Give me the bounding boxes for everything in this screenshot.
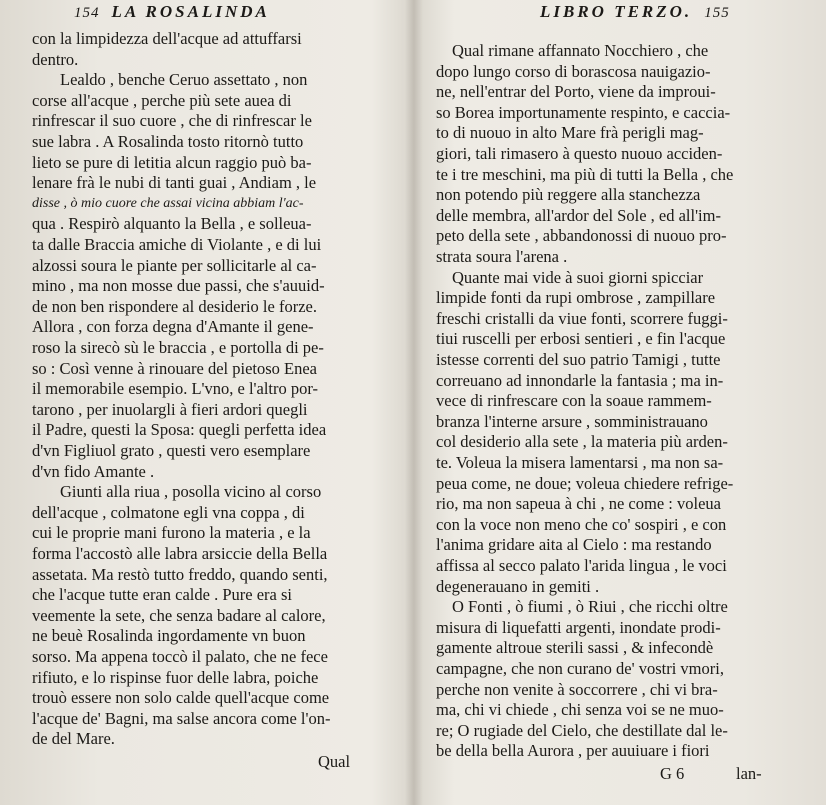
text-line: il memorabile esempio. L'vno, e l'altro por- (32, 379, 319, 399)
text-line: l'acque de' Bagni, ma salse ancora come l'on- (32, 708, 331, 728)
text-line: affissa al secco palato l'arida lingua , le voci (436, 556, 727, 575)
text-line: mino , ma non mosse due passi, che s'auuid- (32, 276, 325, 296)
right-catchword: lan- (736, 764, 762, 783)
text-line: peua come, ne doue; voleua chiedere refrige- (436, 473, 734, 493)
text-line: campagne, che non curano de' vostri vmori, (436, 659, 724, 678)
text-line: ta dalle Braccia amiche di Violante , e di lui (32, 235, 322, 254)
text-line: be della bella Aurora , per auuiuare i fiori (436, 741, 710, 761)
text-line: sue labra . A Rosalinda tosto ritornò tutto (32, 132, 304, 151)
text-line: O Fonti , ò fiumi , ò Riui , che ricchi oltre (452, 597, 728, 617)
text-line: il Padre, questi la Sposa: quegli perfetta idea (32, 420, 327, 440)
left-catchword: Qual (318, 752, 351, 771)
left-page-number: 154 (74, 5, 100, 21)
text-line: alzossi soura le piante per sollicitarle al ca- (32, 255, 317, 275)
text-line: correuano ad innondarle la fantasia ; ma in- (436, 370, 724, 390)
text-line: Allora , con forza degna d'Amante il gene- (32, 317, 314, 337)
text-line: re; O rugiade del Cielo, che destillate dal le- (436, 720, 728, 740)
text-line: Lealdo , benche Ceruo assettato , non (60, 70, 308, 90)
text-line: so Borea importunamente respinto, e caccia- (436, 102, 731, 122)
text-line: ne beuè Rosalinda ingordamente vn buon (32, 626, 306, 646)
text-line: sorso. Ma appena toccò il palato, che ne fece (32, 647, 328, 666)
text-line: peto della sete , abbandonossi di nuouo pro- (436, 226, 727, 246)
right-page-number: 155 (704, 5, 730, 21)
text-line: de non ben rispondere al desiderio le forze. (32, 296, 317, 316)
text-line: te. Voleua la misera lamentarsi , ma non sa- (436, 453, 724, 472)
text-line: istesse correnti del suo patrio Tamigi , tutte (436, 350, 721, 369)
right-running-title: LIBRO TERZO. (540, 2, 693, 21)
text-line: dell'acque , colmatone egli vna coppa , di (32, 502, 305, 522)
text-line: che l'acque tutte eran calde . Pure era si (32, 585, 292, 605)
left-page-header (62, 2, 270, 26)
text-line: degenerauano in gemiti . (436, 576, 600, 596)
text-line: delle membra, all'ardor del Sole , ed all'im- (436, 205, 721, 225)
text-line: Giunti alla riua , posolla vicino al corso (60, 482, 322, 502)
text-line: misura di liquefatti argenti, inondate prodi- (436, 617, 721, 637)
text-line: d'vn fido Amante . (32, 461, 155, 481)
text-line: disse , ò mio cuore che assai vicina abbiam l'ac- (32, 195, 304, 211)
text-line: limpide fonti da rupi ombrose , zampillare (436, 288, 716, 308)
text-line: col desiderio alla sete , la materia più arden- (436, 432, 728, 452)
text-line: qua . Respirò alquanto la Bella , e solleua- (32, 214, 312, 234)
right-page (420, 0, 826, 805)
text-line: so : Così venne à rinouare del pietoso Enea (32, 358, 318, 378)
text-line: non potendo più reggere alla stanchezza (436, 185, 701, 205)
text-line: ne, nell'entrar del Porto, viene da improui- (436, 82, 716, 102)
text-line: con la voce non meno che co' sospiri , e con (436, 514, 727, 534)
text-line: Qual rimane affannato Nocchiero , che (452, 41, 709, 60)
text-line: de del Mare. (32, 729, 115, 749)
text-line: rifiuto, e lo rispinse fuor delle labra, poiche (32, 667, 319, 687)
text-line: vece di rinfrescare con la soaue rammem- (436, 391, 712, 411)
text-line: perche non venite à soccorrere , chi vi bra- (436, 679, 718, 699)
text-line: rio, ma non sapeua à chi , ne come : voleua (436, 494, 721, 514)
text-line: gamente altroue sterili sassi , & infecondè (436, 638, 714, 658)
text-line: strata soura l'arena . (436, 247, 568, 266)
text-line: freschi cristalli da viue fonti, scorrere fuggi- (436, 308, 728, 328)
left-page (0, 0, 405, 805)
text-line: tarono , per inuolargli à fieri ardori quegli (32, 399, 308, 419)
text-line: to di nuouo in alto Mare frà perigli mag- (436, 123, 704, 143)
text-line: dopo lungo corso di borascosa nauigazio- (436, 61, 711, 81)
text-line: tiui ruscelli per erbosi sentieri , e fin l'acque (436, 329, 726, 349)
text-line: dentro. (32, 49, 79, 69)
text-line: Quante mai vide à suoi giorni spicciar (452, 267, 704, 287)
text-line: lieto se pure di letitia alcun raggio può ba- (32, 152, 312, 172)
text-line: ma, chi vi chiede , chi senza voi se ne muo- (436, 700, 724, 720)
right-page-header (540, 2, 742, 26)
text-line: veemente la sete, che senza badare al calore, (32, 605, 326, 625)
text-line: d'vn Figliuol grato , questi vero esemplare (32, 441, 311, 460)
text-line: trouò essere non solo calde quell'acque come (32, 688, 330, 708)
text-line: rinfrescar il suo cuore , che di rinfrescar le (32, 111, 312, 131)
signature-mark: G 6 (660, 764, 685, 783)
text-line: con la limpidezza dell'acque ad attuffarsi (32, 29, 302, 48)
text-line: forma l'accostò alle labra arsiccie della Bella (32, 544, 328, 563)
text-line: giori, tali rimasero à questo nuouo acciden- (436, 144, 723, 163)
text-line: corse all'acque , perche più sete auea di (32, 90, 292, 110)
left-running-title: LA ROSALINDA (111, 2, 270, 21)
text-line: roso la sirecò sù le braccia , e portolla di pe- (32, 338, 324, 357)
text-line: cui le proprie mani furono la materia , e la (32, 523, 311, 543)
text-line: branza l'interne arsure , somministrauano (436, 411, 708, 431)
text-line: lenare frà le nubi di tanti guai , Andiam , le (32, 173, 317, 193)
text-line: l'anima gridare aita al Cielo : ma restando (436, 535, 712, 555)
text-line: te i tre meschini, ma più di tutti la Bella , che (436, 164, 734, 184)
text-line: assetata. Ma restò tutto freddo, quando senti, (32, 564, 328, 584)
